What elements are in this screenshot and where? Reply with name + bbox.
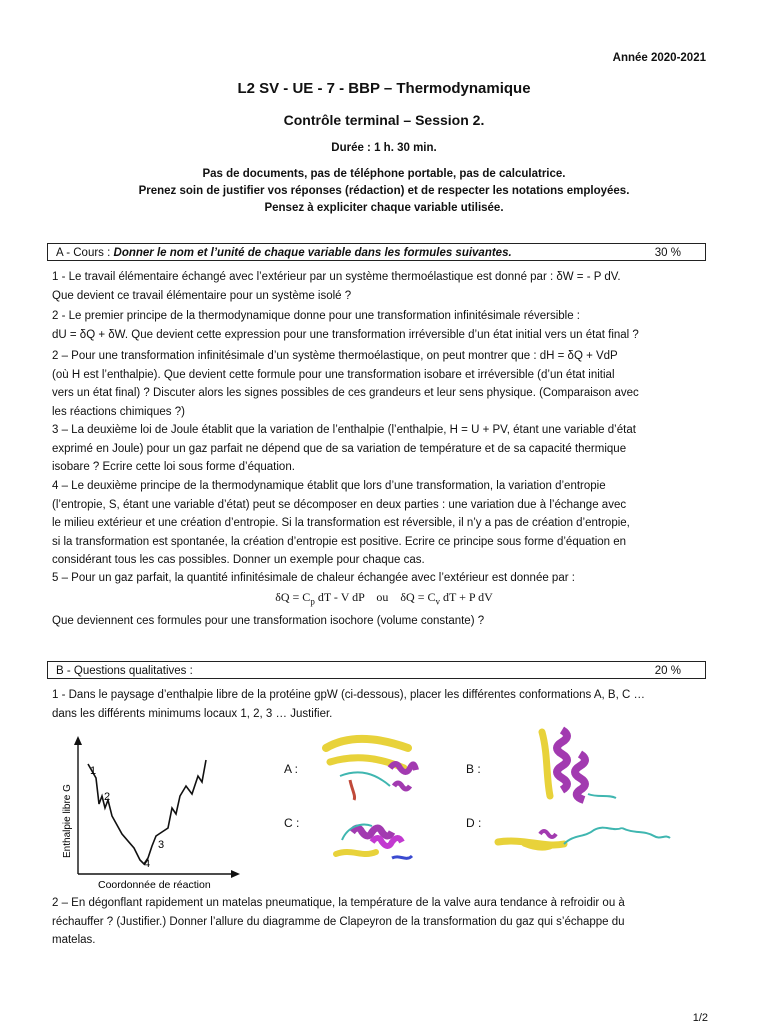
exam-subtitle: Contrôle terminal – Session 2. [283, 112, 485, 128]
energy-curve [88, 760, 206, 864]
section-a-percent: 30 % [654, 247, 681, 259]
rule-line: Prenez soin de justifier vos réponses (rédaction) et de respecter les notations employées. [138, 185, 630, 197]
protein-structure-b-image [542, 730, 616, 800]
y-axis-label: Enthalpie libre G [62, 784, 73, 858]
heat-formula: $\delta Q = C_p$ dT - V dP ou $\delta Q = C_v$ dT + P dV [275, 590, 493, 607]
question-b1: 1 - Dans le paysage d’enthalpie libre de la protéine gpW (ci-dessous), placer les différentes conformations A, B, C … dans les différents minimums locaux 1, 2, 3 … Justifier. [52, 689, 645, 720]
option-a-label: A : [284, 762, 299, 776]
question-a2: 2 - Le premier principe de la thermodynamique donne pour une transformation infinitésimale réversible : dU = δQ + δW. Que devient cette expression pour une transformation irréversible d’un état initial vers un état final ? [52, 310, 639, 341]
protein-structure-d-image [498, 828, 670, 849]
question-a5: 4 – Le deuxième principe de la thermodynamique établit que lors d’une transformation, la variation d’entropie (l’entropie, S, étant une variable d’état) peut se décomposer en deux parties : une variation due à l’échange avec le milieu extérieur et une création d’entropie. Si la transformation est réversible, il n’y a pas de création d’entropie, si la transformation est spontanée, la création d’entropie est positive. Ecrire ce principe sous forme d’équation en considérant tous les cas possibles. Donner un exemple pour chaque cas. [52, 480, 630, 566]
question-a1: 1 - Le travail élémentaire échangé avec l’extérieur par un système thermoélastique est donné par : δW = - P dV. Que devient ce travail élémentaire pour un système isolé ? [52, 271, 621, 302]
minimum-2-label: 2 [104, 791, 111, 803]
x-axis-label: Coordonnée de réaction [98, 879, 211, 891]
section-a-instruction: Donner le nom et l’unité de chaque variable dans les formules suivantes. [113, 247, 512, 259]
option-d-label: D : [466, 816, 482, 830]
section-a-label: A - Cours : Donner le nom et l’unité de chaque variable dans les formules suivantes. [56, 247, 512, 259]
section-b-label: B - Questions qualitatives : [56, 665, 193, 677]
section-a-header [47, 243, 706, 261]
protein-structure-a-image [320, 728, 420, 802]
question-b2: 2 – En dégonflant rapidement un matelas pneumatique, la température de la valve aura tendance à refroidir ou à réchauffer ? (Justifier.) Donner l’allure du diagramme de Clapeyron de la transformation du gaz qui s’échappe du matelas. [52, 897, 625, 946]
question-a4: 3 – La deuxième loi de Joule établit que la variation de l’enthalpie (l’enthalpie, H = U + PV, étant une variable d’état exprimé en Joule) pour un gaz parfait ne dépend que de sa variation de température et de sa capacité thermique isobare ? Ecrire cette loi sous forme d’équation. [52, 424, 636, 473]
exam-duration: Durée : 1 h. 30 min. [331, 142, 437, 154]
section-b-header [47, 661, 706, 679]
y-axis-arrow [74, 736, 82, 745]
question-a6: 5 – Pour un gaz parfait, la quantité infinitésimale de chaleur échangée avec l’extérieur est donnée par : [52, 572, 575, 584]
question-a3: 2 – Pour une transformation infinitésimale d’un système thermoélastique, on peut montrer que : dH = δQ + VdP (où H est l’enthalpie). Que devient cette formule pour une transformation isobare et irréversible (d’un état initial vers un état final) ? Discuter alors les signes possibles de ces grandeurs et leur sens physique. (Comparaison avec les réactions chimiques ?) [52, 350, 639, 418]
enthalpy-landscape [52, 736, 242, 894]
option-c-label: C : [284, 816, 300, 830]
option-b-label: B : [466, 762, 481, 776]
rule-line: Pas de documents, pas de téléphone portable, pas de calculatrice. [202, 168, 566, 180]
academic-year: Année 2020-2021 [612, 52, 706, 64]
question-a6-followup: Que deviennent ces formules pour une transformation isochore (volume constante) ? [52, 615, 485, 627]
rule-line: Pensez à expliciter chaque variable utilisée. [264, 202, 504, 214]
minimum-4-label: 4 [144, 858, 151, 870]
minimum-1-label: 1 [90, 765, 97, 777]
minimum-3-label: 3 [158, 839, 165, 851]
page-number: 1/2 [692, 1012, 708, 1024]
x-axis-arrow [231, 870, 240, 878]
exam-rules [0, 166, 768, 217]
exam-title: L2 SV - UE - 7 - BBP – Thermodynamique [237, 80, 531, 97]
protein-structure-c-image [336, 825, 412, 859]
section-b-percent: 20 % [654, 665, 681, 677]
